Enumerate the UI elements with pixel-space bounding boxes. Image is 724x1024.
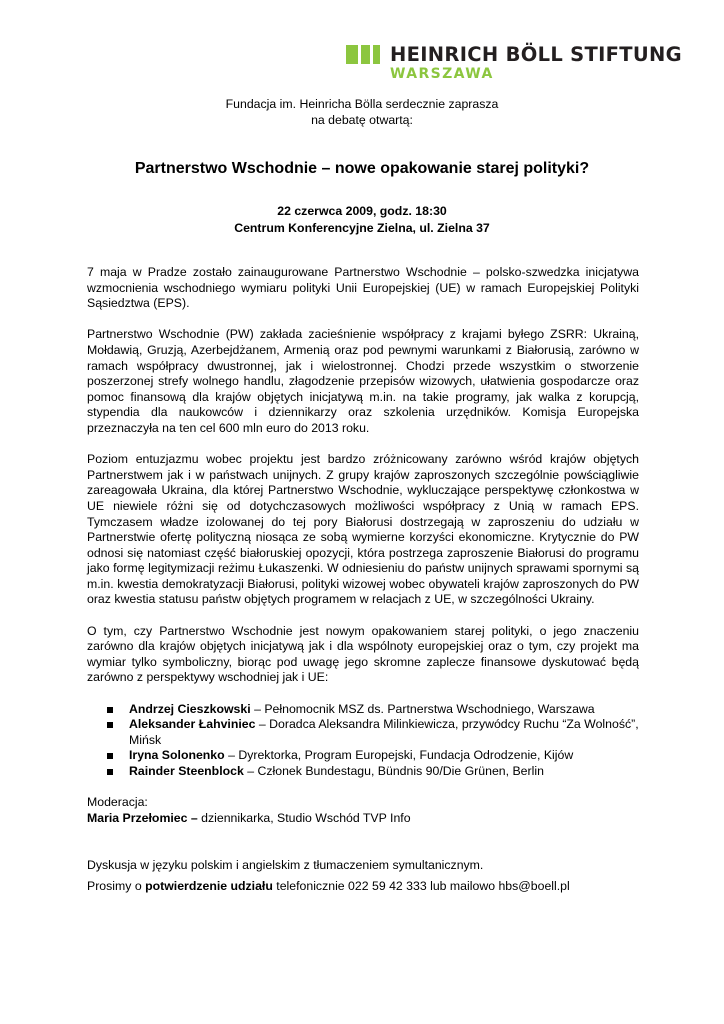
paragraph-intro: 7 maja w Pradze zostało zainaugurowane Partnerstwo Wschodnie – polsko-szwedzka inicjatywa wzmocnienia wschodniego wymiaru polityki Unii Europejskiej (UE) w ramach Europejskiej Polityki Sąsiedztwa (EPS). bbox=[87, 265, 639, 311]
invitation-line-2: na debatę otwartą: bbox=[311, 112, 413, 127]
speaker-name: Iryna Solonenko bbox=[129, 748, 225, 763]
speaker-item bbox=[87, 764, 639, 780]
moderator-name: Maria Przełomiec – bbox=[87, 810, 198, 825]
bullet-square-icon bbox=[107, 769, 113, 775]
paragraph-debate: O tym, czy Partnerstwo Wschodnie jest nowym opakowaniem starej polityki, o jego znaczeniu zarówno dla krajów objętych inicjatywą jak i dla wspólnoty europejskiej oraz o tym, czy projekt ma wymiar tylko symboliczny, biorąc pod uwagę jego skromne zaplecze finansowe dyskutować będą zarówno z perspektywy wschodniej jak i UE: bbox=[87, 623, 639, 685]
bullet-square-icon bbox=[107, 722, 113, 728]
bullet-square-icon bbox=[107, 707, 113, 713]
event-details bbox=[0, 203, 724, 237]
paragraph-scope: Partnerstwo Wschodnie (PW) zakłada zacieśnienie współpracy z krajami byłego ZSRR: Ukrainą, Mołdawią, Gruzją, Azerbejdżanem, Armenią oraz pod pewnymi warunkami z Białorusią, zarówno w ramach współpracy dwustronnej, jak i wielostronnej. Chodzi przede wszystkim o stworzenie poszerzonej strefy wolnego handlu, złagodzenie przepisów wizowych, ułatwienia gospodarcze oraz pomoc finansową dla krajów objętych inicjatywą m.in. na takie programy, jak walka z korupcją, stypendia dla naukowców i dziennikarzy oraz szkolenia urzędników. Komisja Europejska przeznaczyła na ten cel 600 mln euro do 2013 roku. bbox=[87, 327, 639, 435]
speaker-item bbox=[87, 717, 639, 748]
event-venue: Centrum Konferencyjne Zielna, ul. Zielna 37 bbox=[234, 221, 490, 235]
paragraph-reception: Poziom entuzjazmu wobec projektu jest bardzo zróżnicowany zarówno wśród krajów objętych Partnerstwem jak i w państwach unijnych. Z grupy krajów zaproszonych szczególnie powściągliwie zareagowała Ukraina, dla której Partnerstwo Wschodnie, wykluczające perspektywę członkostwa w UE niewiele różni się od dotychczasowych możliwości współpracy z Unią w ramach EPS. Tymczasem władze izolowanej do tej pory Białorusi dostrzegają w zaproszeniu do udziału w Partnerstwie ofertę polityczną niosąca ze sobą wymierne korzyści ekonomiczne. Krytycznie do PW odnosi się natomiast część białoruskiej opozycji, która postrzega zaproszenie Białorusi do programu jako formę legitymizacji reżimu Łukaszenki. W odniesieniu do państw unijnych sprawami spornymi są m.in. kwestia demokratyzacji Białorusi, polityki wizowej wobec obywateli krajów zaproszonych do PW oraz kwestia statusu państw objętych programem w relacjach z UE, w szczególności Ukrainy. bbox=[87, 452, 639, 607]
moderation-line bbox=[87, 811, 639, 827]
rsvp-line bbox=[87, 879, 639, 895]
speakers-list bbox=[87, 702, 639, 780]
moderator-description: dziennikarka, Studio Wschód TVP Info bbox=[197, 810, 411, 825]
invitation-line-1: Fundacja im. Heinricha Bölla serdecznie zaprasza bbox=[225, 97, 499, 111]
heinrich-boell-logo bbox=[346, 43, 682, 84]
event-datetime: 22 czerwca 2009, godz. 18:30 bbox=[277, 204, 447, 218]
document-body bbox=[87, 265, 639, 901]
speaker-name: Aleksander Łahviniec bbox=[129, 717, 256, 732]
speaker-description: – Dyrektorka, Program Europejski, Fundacja Odrodzenie, Kijów bbox=[224, 748, 574, 763]
speaker-item bbox=[87, 748, 639, 764]
speaker-description: – Pełnomocnik MSZ ds. Partnerstwa Wschodniego, Warszawa bbox=[250, 701, 595, 716]
language-note: Dyskusja w języku polskim i angielskim z tłumaczeniem symultanicznym. bbox=[87, 857, 484, 872]
document-title: Partnerstwo Wschodnie – nowe opakowanie starej polityki? bbox=[134, 160, 590, 177]
speaker-description: – Członek Bundestagu, Bündnis 90/Die Grünen, Berlin bbox=[243, 764, 544, 778]
speaker-item bbox=[87, 702, 639, 718]
bullet-square-icon bbox=[107, 753, 113, 759]
moderation-label: Moderacja: bbox=[87, 795, 148, 810]
rsvp-bold: potwierdzenie udziału bbox=[145, 879, 273, 894]
logo-sub-text: WARSZAWA bbox=[390, 66, 494, 82]
speaker-name: Andrzej Cieszkowski bbox=[129, 701, 251, 716]
logo-main-text: HEINRICH BÖLL STIFTUNG bbox=[390, 43, 682, 66]
invitation-text bbox=[0, 97, 724, 128]
rsvp-contact: telefonicznie 022 59 42 333 lub mailowo hbs@boell.pl bbox=[272, 879, 570, 894]
speaker-description: – Doradca Aleksandra Milinkiewicza, przywódcy Ruchu “Za Wolność”, Mińsk bbox=[129, 717, 639, 747]
rsvp-prefix: Prosimy o bbox=[87, 879, 146, 894]
speaker-name: Rainder Steenblock bbox=[129, 764, 244, 778]
logo-bars-icon bbox=[346, 45, 384, 64]
